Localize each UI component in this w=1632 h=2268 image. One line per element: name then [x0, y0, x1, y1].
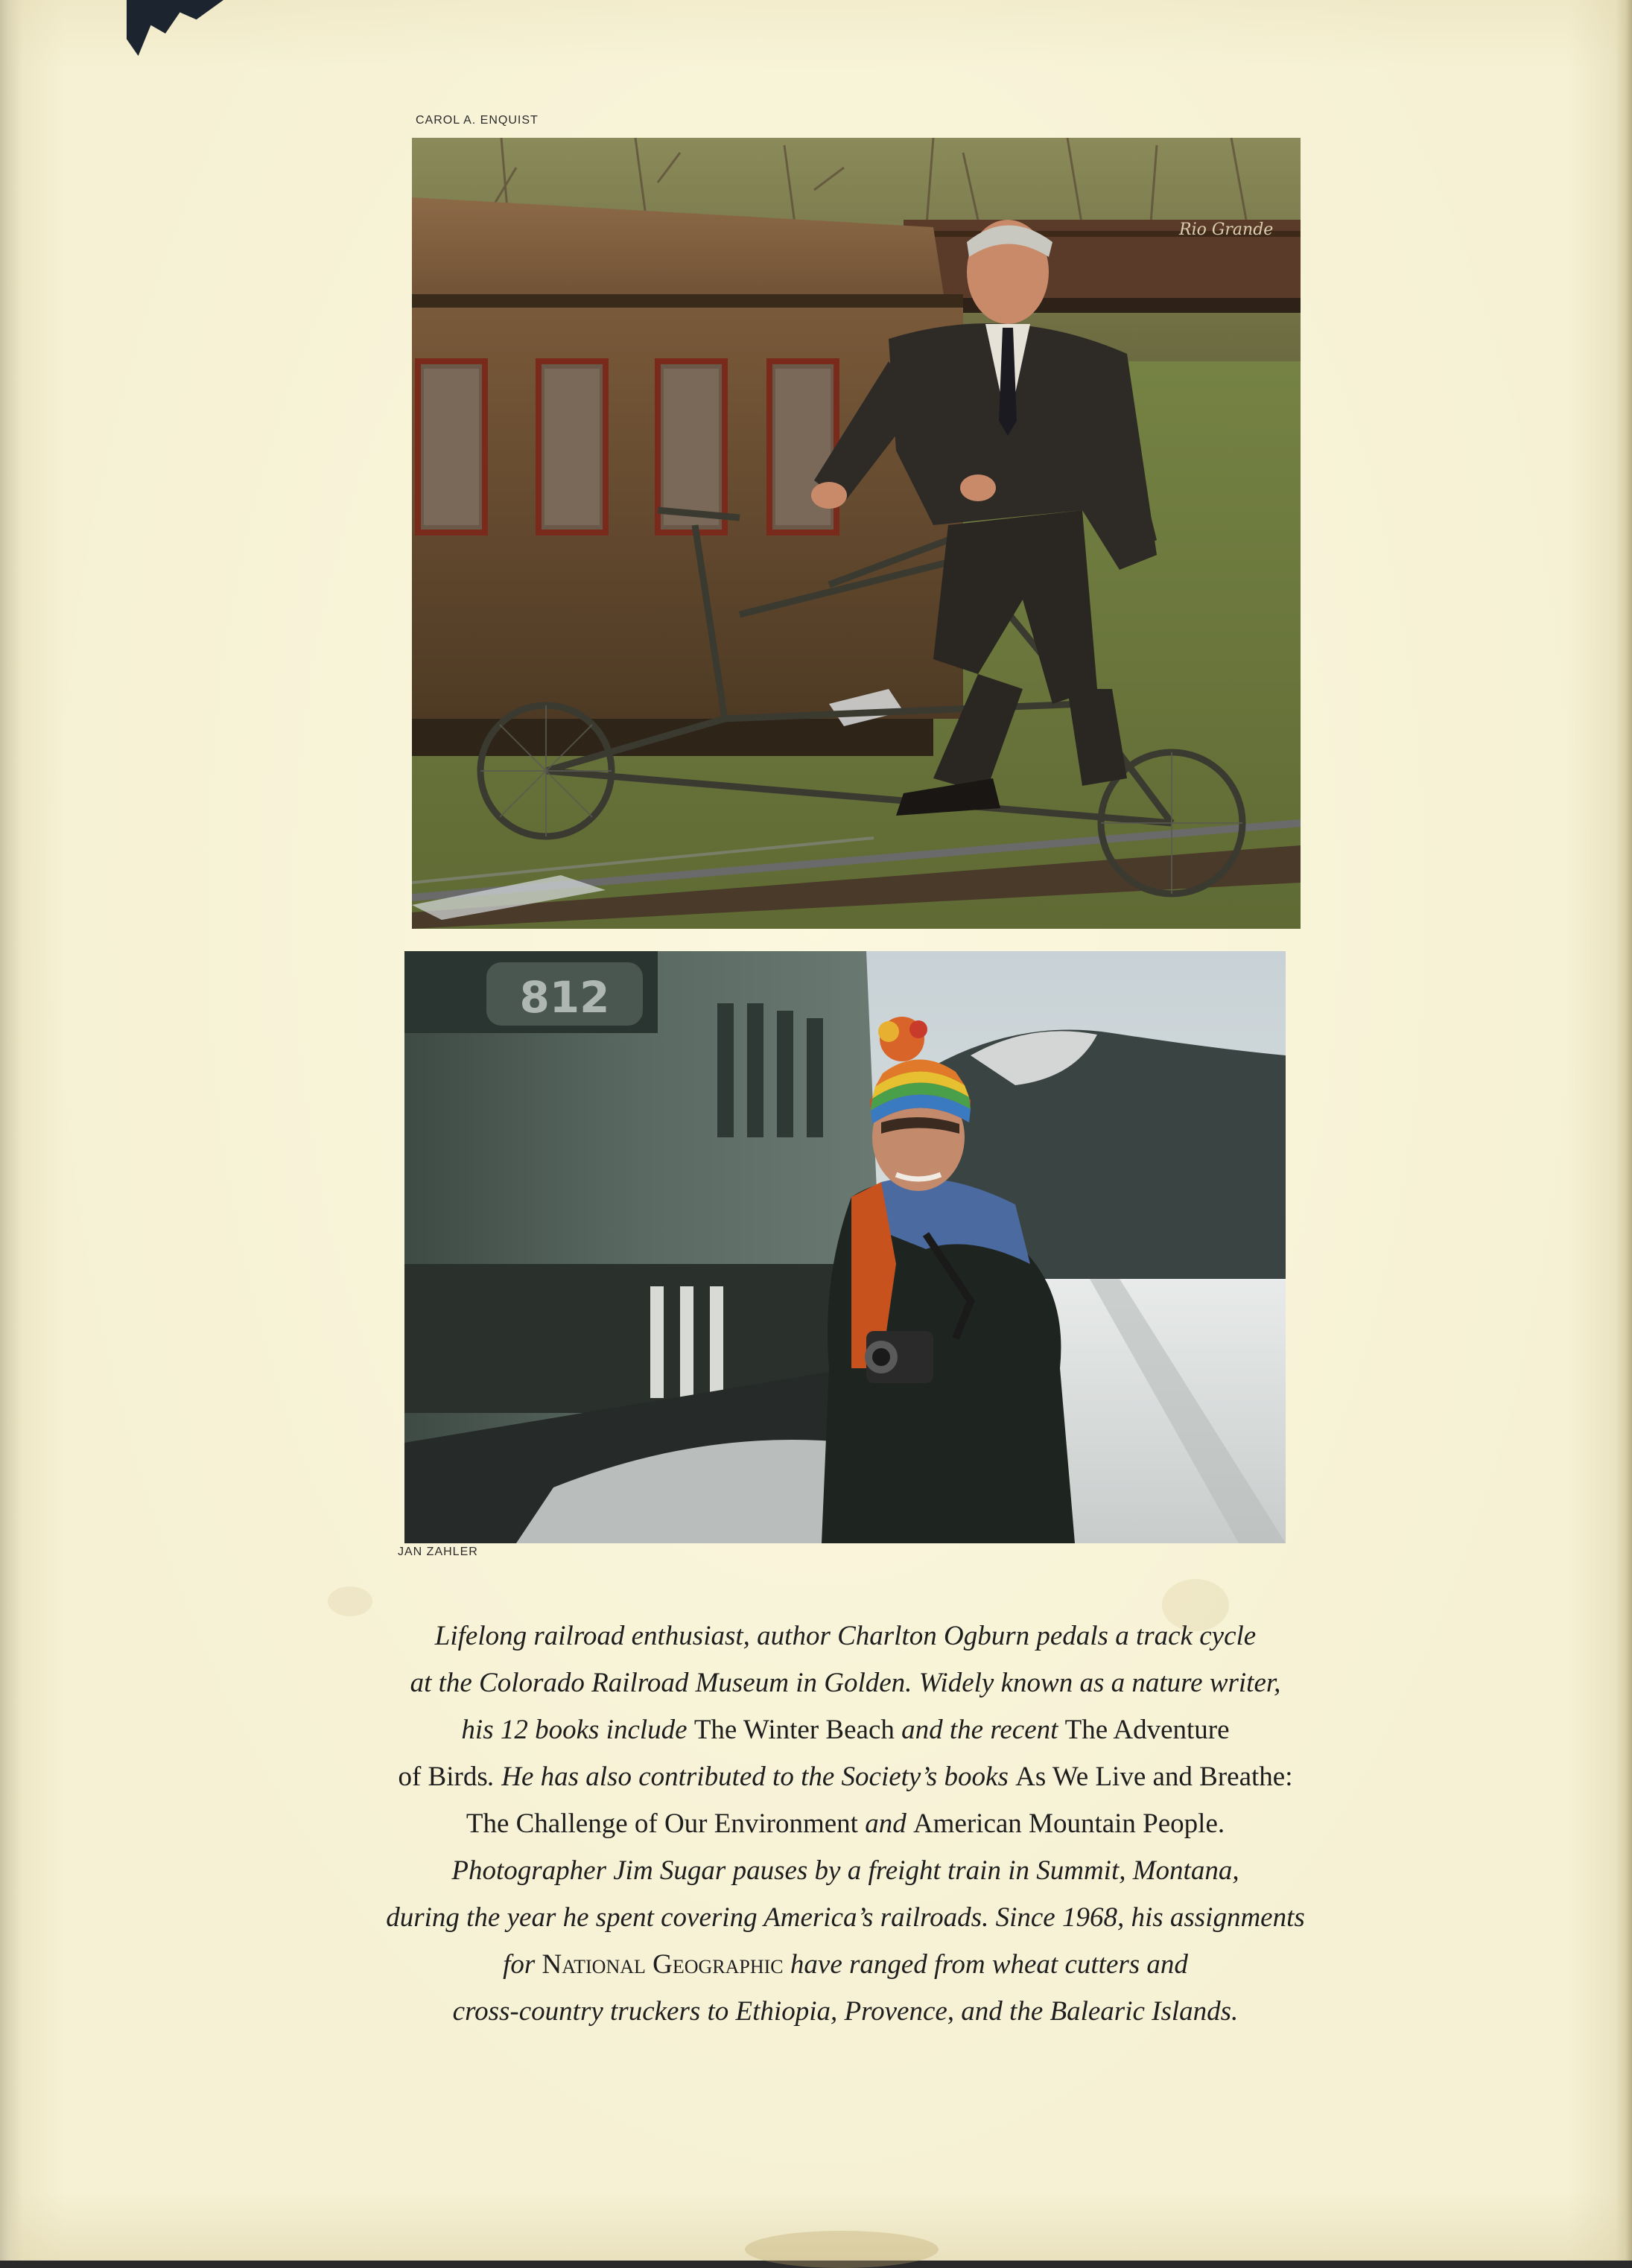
- photo-track-cycle: [412, 138, 1301, 929]
- caption-line: during the year he spent covering America’s railroads. Since 1968, his assignments: [386, 1902, 1305, 1933]
- caption-line: Photographer Jim Sugar pauses by a freight train in Summit, Montana,: [451, 1855, 1239, 1886]
- caption-segment: and the recent: [894, 1715, 1065, 1745]
- book-title: The Adventure: [1064, 1715, 1230, 1745]
- book-title: The Winter Beach: [693, 1715, 895, 1745]
- caption-segment: .: [1217, 1808, 1225, 1839]
- book-title: of Birds: [398, 1762, 488, 1792]
- photo-photographer-train: [404, 951, 1286, 1543]
- book-title: As We Live and Breathe:: [1015, 1762, 1293, 1792]
- caption-line: cross-country truckers to Ethiopia, Provence, and the Balearic Islands.: [452, 1996, 1239, 2027]
- cover-left-edge: [0, 0, 22, 2261]
- magazine-name: National Geographic: [542, 1949, 784, 1980]
- photo-credit-top: CAROL A. ENQUIST: [416, 114, 539, 127]
- locomotive-number: 812: [519, 972, 610, 1023]
- caption-line: at the Colorado Railroad Museum in Golden. Widely known as a nature writer,: [410, 1668, 1281, 1698]
- caption-segment: have ranged from wheat cutters and: [783, 1949, 1188, 1980]
- caption-line: [253, 1706, 1438, 1753]
- torn-corner: [127, 0, 223, 56]
- book-title: American Mountain People: [912, 1808, 1218, 1839]
- cover-right-edge: [1616, 0, 1632, 2261]
- caption-line: Lifelong railroad enthusiast, author Charlton Ogburn pedals a track cycle: [434, 1621, 1257, 1651]
- boxcar-lettering: Rio Grande: [1179, 220, 1274, 239]
- caption-line: [253, 1753, 1438, 1800]
- caption-segment: . He has also contributed to the Society’s books: [487, 1762, 1016, 1792]
- photo-credit-bottom: JAN ZAHLER: [398, 1546, 478, 1558]
- caption-segment: his 12 books include: [461, 1715, 694, 1745]
- caption-line: [253, 1941, 1438, 1988]
- caption-segment: for: [503, 1949, 542, 1980]
- caption-text: [253, 1613, 1438, 2035]
- caption-segment: and: [857, 1808, 913, 1839]
- paper-stain: [328, 1586, 372, 1616]
- caption-line: [253, 1800, 1438, 1847]
- book-title: The Challenge of Our Environment: [466, 1808, 858, 1839]
- paper-stain: [745, 2231, 939, 2268]
